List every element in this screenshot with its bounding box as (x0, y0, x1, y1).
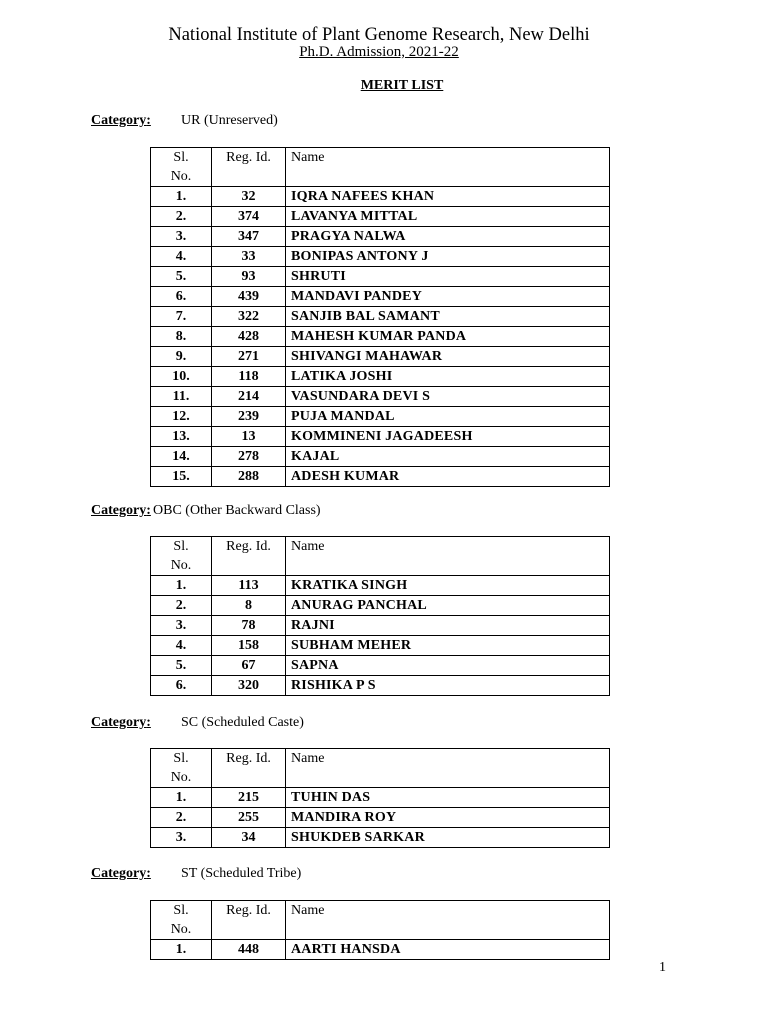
header-sl-line1: Sl. (173, 903, 189, 918)
reg-id-cell: 113 (212, 576, 286, 596)
sl-cell: 4. (151, 636, 212, 656)
name-cell: RISHIKA P S (286, 676, 610, 696)
name-cell: MANDAVI PANDEY (286, 287, 610, 307)
name-cell: LATIKA JOSHI (286, 367, 610, 387)
category-label: Category (91, 715, 147, 730)
sl-cell: 4. (151, 247, 212, 267)
sl-cell: 1. (151, 576, 212, 596)
sl-cell: 6. (151, 676, 212, 696)
name-cell: KAJAL (286, 447, 610, 467)
category-separator: : (146, 503, 151, 518)
reg-id-cell: 320 (212, 676, 286, 696)
name-cell: SHUKDEB SARKAR (286, 828, 610, 848)
name-cell: VASUNDARA DEVI S (286, 387, 610, 407)
sl-cell: 3. (151, 828, 212, 848)
header-sl-no (151, 749, 212, 788)
table-row (151, 327, 610, 347)
reg-id-cell: 158 (212, 636, 286, 656)
header-reg-id: Reg. Id. (212, 537, 286, 576)
category-heading-sc (91, 714, 304, 732)
sl-cell: 14. (151, 447, 212, 467)
header-sl-line1: Sl. (173, 751, 189, 766)
name-cell: AARTI HANSDA (286, 940, 610, 960)
reg-id-cell: 33 (212, 247, 286, 267)
reg-id-cell: 255 (212, 808, 286, 828)
sl-cell: 2. (151, 808, 212, 828)
name-cell: KRATIKA SINGH (286, 576, 610, 596)
header-sl-line2: No. (170, 558, 192, 573)
sl-cell: 1. (151, 788, 212, 808)
header-name: Name (286, 749, 610, 788)
header-sl-line2: No. (170, 922, 192, 937)
table-row (151, 808, 610, 828)
reg-id-cell: 239 (212, 407, 286, 427)
sl-cell: 5. (151, 656, 212, 676)
reg-id-cell: 34 (212, 828, 286, 848)
header-reg-id: Reg. Id. (212, 749, 286, 788)
category-value: OBC (Other Backward Class) (153, 503, 321, 518)
sl-cell: 2. (151, 596, 212, 616)
admission-subtitle: Ph.D. Admission, 2021-22 (299, 44, 459, 60)
reg-id-cell: 118 (212, 367, 286, 387)
sl-cell: 5. (151, 267, 212, 287)
header-sl-line1: Sl. (173, 539, 189, 554)
sl-cell: 3. (151, 616, 212, 636)
category-heading-obc (91, 502, 321, 520)
table-row (151, 636, 610, 656)
table-row (151, 367, 610, 387)
table-row (151, 267, 610, 287)
table-row (151, 347, 610, 367)
reg-id-cell: 8 (212, 596, 286, 616)
category-separator: : (146, 715, 151, 730)
sl-cell: 11. (151, 387, 212, 407)
sl-cell: 8. (151, 327, 212, 347)
merit-table-ur (150, 147, 610, 487)
table-row (151, 788, 610, 808)
merit-table-st (150, 900, 610, 960)
table-row (151, 247, 610, 267)
header-name: Name (286, 901, 610, 940)
table-row (151, 187, 610, 207)
sl-cell: 15. (151, 467, 212, 487)
sl-cell: 2. (151, 207, 212, 227)
name-cell: IQRA NAFEES KHAN (286, 187, 610, 207)
header-sl-line1: Sl. (173, 150, 189, 165)
sl-cell: 10. (151, 367, 212, 387)
name-cell: TUHIN DAS (286, 788, 610, 808)
merit-table-sc (150, 748, 610, 848)
institute-title: National Institute of Plant Genome Research, New Delhi (168, 25, 590, 45)
table-row (151, 387, 610, 407)
header-name: Name (286, 148, 610, 187)
table-row (151, 596, 610, 616)
name-cell: PUJA MANDAL (286, 407, 610, 427)
name-cell: KOMMINENI JAGADEESH (286, 427, 610, 447)
table-row (151, 447, 610, 467)
reg-id-cell: 32 (212, 187, 286, 207)
reg-id-cell: 67 (212, 656, 286, 676)
sl-cell: 7. (151, 307, 212, 327)
name-cell: PRAGYA NALWA (286, 227, 610, 247)
sl-cell: 3. (151, 227, 212, 247)
page-number: 1 (659, 960, 666, 975)
name-cell: MAHESH KUMAR PANDA (286, 327, 610, 347)
category-heading-ur (91, 112, 278, 130)
header-sl-no (151, 901, 212, 940)
reg-id-cell: 347 (212, 227, 286, 247)
name-cell: SHIVANGI MAHAWAR (286, 347, 610, 367)
reg-id-cell: 374 (212, 207, 286, 227)
name-cell: SUBHAM MEHER (286, 636, 610, 656)
reg-id-cell: 278 (212, 447, 286, 467)
header-sl-line2: No. (170, 770, 192, 785)
name-cell: LAVANYA MITTAL (286, 207, 610, 227)
category-label: Category (91, 503, 147, 518)
reg-id-cell: 78 (212, 616, 286, 636)
table-row (151, 227, 610, 247)
category-separator: : (146, 113, 151, 128)
category-label: Category (91, 866, 147, 881)
reg-id-cell: 439 (212, 287, 286, 307)
reg-id-cell: 322 (212, 307, 286, 327)
reg-id-cell: 13 (212, 427, 286, 447)
table-row (151, 287, 610, 307)
table-row (151, 940, 610, 960)
name-cell: SHRUTI (286, 267, 610, 287)
table-row (151, 576, 610, 596)
category-value: SC (Scheduled Caste) (181, 715, 304, 730)
name-cell: SAPNA (286, 656, 610, 676)
reg-id-cell: 93 (212, 267, 286, 287)
name-cell: RAJNI (286, 616, 610, 636)
name-cell: MANDIRA ROY (286, 808, 610, 828)
sl-cell: 1. (151, 940, 212, 960)
table-row (151, 307, 610, 327)
name-cell: ADESH KUMAR (286, 467, 610, 487)
merit-list-heading: MERIT LIST (360, 78, 444, 93)
sl-cell: 13. (151, 427, 212, 447)
category-heading-st (91, 865, 302, 883)
header-name: Name (286, 537, 610, 576)
name-cell: ANURAG PANCHAL (286, 596, 610, 616)
table-row (151, 656, 610, 676)
table-header-row (151, 749, 610, 788)
table-header-row (151, 537, 610, 576)
table-row (151, 407, 610, 427)
table-row (151, 207, 610, 227)
header-sl-no (151, 148, 212, 187)
reg-id-cell: 215 (212, 788, 286, 808)
reg-id-cell: 288 (212, 467, 286, 487)
reg-id-cell: 271 (212, 347, 286, 367)
reg-id-cell: 448 (212, 940, 286, 960)
header-reg-id: Reg. Id. (212, 901, 286, 940)
table-row (151, 467, 610, 487)
name-cell: SANJIB BAL SAMANT (286, 307, 610, 327)
merit-table-obc (150, 536, 610, 696)
category-separator: : (146, 866, 151, 881)
reg-id-cell: 214 (212, 387, 286, 407)
category-value: ST (Scheduled Tribe) (181, 866, 302, 881)
table-header-row (151, 901, 610, 940)
table-row (151, 616, 610, 636)
table-row (151, 676, 610, 696)
header-sl-no (151, 537, 212, 576)
header-reg-id: Reg. Id. (212, 148, 286, 187)
reg-id-cell: 428 (212, 327, 286, 347)
name-cell: BONIPAS ANTONY J (286, 247, 610, 267)
table-header-row (151, 148, 610, 187)
category-label: Category (91, 113, 147, 128)
sl-cell: 6. (151, 287, 212, 307)
header-sl-line2: No. (170, 169, 192, 184)
table-row (151, 427, 610, 447)
category-value: UR (Unreserved) (181, 113, 278, 128)
sl-cell: 12. (151, 407, 212, 427)
sl-cell: 1. (151, 187, 212, 207)
table-row (151, 828, 610, 848)
sl-cell: 9. (151, 347, 212, 367)
